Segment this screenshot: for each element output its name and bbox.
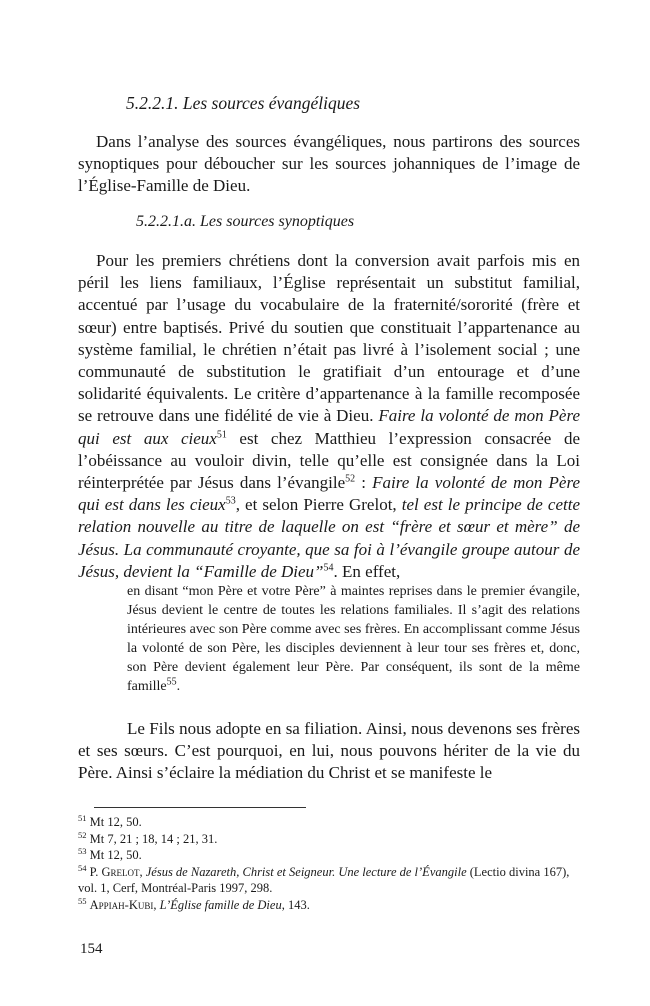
footnote-54 bbox=[78, 864, 580, 897]
citation-italic: tel est le principe de cette relation nouvelle au titre de laquelle on est “frère et sœur et mère” de Jésus. La communauté croyante, que sa foi à l’évangile groupe autour de Jésus, devient la “Famille de Dieu” bbox=[78, 495, 580, 581]
footnote-51 bbox=[78, 814, 580, 831]
page-number: 154 bbox=[80, 941, 103, 957]
footnote-text: , 143. bbox=[281, 897, 310, 912]
text-run: est chez Matthieu l’expression consacrée de l’obéissance au vouloir divin, telle qu’elle est consignée dans la Loi réinterprétée par Jésus dans l’évangile bbox=[78, 428, 580, 493]
footnote-text: Mt 12, 50. bbox=[86, 815, 142, 829]
subsection-heading: 5.2.2.1.a. Les sources synoptiques bbox=[136, 213, 355, 230]
footnote-53 bbox=[78, 847, 580, 864]
footnote-55 bbox=[78, 897, 580, 914]
section-heading: 5.2.2.1. Les sources évangéliques bbox=[126, 93, 361, 113]
quote-text: en disant “mon Père et votre Père” à maintes reprises dans le premier évangile, Jésus devient le centre de toutes les relations familiales. Il s’agit des relations intérieures avec son Père comme avec ses frères. En accomplissant comme Jésus la volonté de son Père, les disciples deviennent à leur tour ses frères et, donc, son Père devient également leur Père. Par conséquent, ils sont de la même famille bbox=[127, 584, 580, 694]
footnote-52 bbox=[78, 831, 580, 848]
block-quote bbox=[127, 582, 580, 696]
footnote-title: L’Église famille de Dieu bbox=[159, 897, 282, 912]
footnote-title: Jésus de Nazareth, Christ et Seigneur. Une lecture de l’Évangile bbox=[145, 864, 467, 879]
footnote-number: 51 bbox=[78, 812, 87, 823]
quote-end: . bbox=[176, 679, 181, 694]
footnote-number: 55 bbox=[78, 895, 87, 906]
footnote-text: Mt 12, 50. bbox=[86, 848, 142, 863]
footnote-ref: 53 bbox=[225, 495, 236, 507]
citation-italic: Faire la volonté de mon Père qui est aux cieux bbox=[78, 406, 580, 448]
footnote-text: (Lectio divina 167), vol. 1, Cerf, Montréal-Paris 1997, 298. bbox=[78, 864, 570, 896]
footnote-number: 53 bbox=[78, 846, 87, 857]
text-run: : bbox=[355, 473, 373, 493]
footnote-number: 52 bbox=[78, 829, 87, 840]
closing-paragraph: Le Fils nous adopte en sa filiation. Ainsi, nous devenons ses frères et ses sœurs. C’est pourquoi, en lui, nous pouvons hériter de la vie du Père. Ainsi s’éclaire la médiation du Christ et se manifeste le bbox=[78, 719, 580, 783]
footnote-ref: 52 bbox=[345, 473, 356, 485]
text-run: Pour les premiers chrétiens dont la conversion avait parfois mis en péril les liens familiaux, l’Église représentait un substitut familial, accentué par l’usage du vocabulaire de la fraternité/sororité (frère et sœur) entre baptisés. Privé du soutien que constituait l’appartenance au système familial, le chrétien n’était pas livré à l’isolement social ; une communauté de substitution le gratifiait d’un entourage et d’une solidarité équivalents. Le critère d’appartenance à la famille recomposée se retrouve dans une fidélité de vie à Dieu. bbox=[78, 251, 580, 426]
footnote-text: P. bbox=[86, 864, 102, 879]
footnote-number: 54 bbox=[78, 862, 87, 873]
text-run: . En effet, bbox=[333, 561, 401, 581]
footnote-text: Mt 7, 21 ; 18, 14 ; 21, 31. bbox=[86, 831, 218, 846]
text-run: , et selon Pierre Grelot, bbox=[235, 495, 402, 515]
footnote-ref: 51 bbox=[216, 428, 227, 440]
footnote-divider bbox=[94, 807, 306, 808]
footnote-ref: 54 bbox=[323, 562, 334, 574]
footnote-author: Appiah-Kubi bbox=[89, 897, 154, 912]
intro-paragraph: Dans l’analyse des sources évangéliques, nous partirons des sources synoptiques pour déboucher sur les sources johanniques de l’image de l’Église-Famille de Dieu. bbox=[78, 132, 580, 196]
footnote-ref: 55 bbox=[166, 676, 177, 688]
footnote-text: , bbox=[139, 864, 146, 879]
main-paragraph bbox=[78, 250, 580, 583]
footnote-author: Grelot bbox=[101, 864, 140, 879]
citation-italic: Faire la volonté de mon Père qui est dans les cieux bbox=[78, 473, 581, 515]
footnotes bbox=[78, 814, 580, 914]
footnote-text: , bbox=[153, 897, 160, 912]
